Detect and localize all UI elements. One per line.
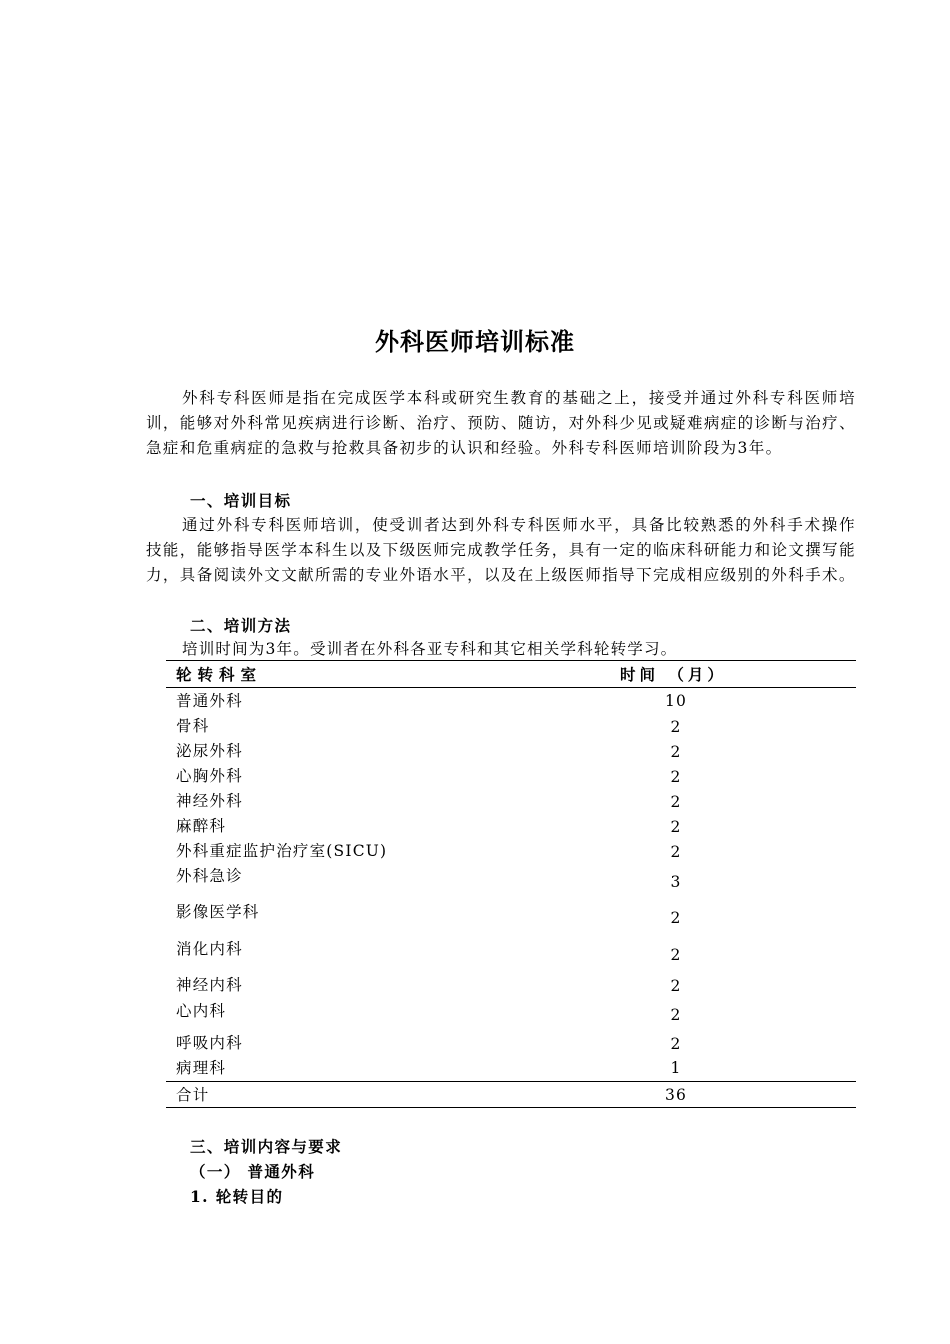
intro-paragraph: 外科专科医师是指在完成医学本科或研究生教育的基础之上，接受并通过外科专科医师培训，能够对外科常见疾病进行诊断、治疗、预防、随访，对外科少见或疑难病症的诊断与治疗、急症和危重病症的急救与抢救具备初步的认识和经验。外科专科医师培训阶段为3年。 <box>146 389 856 457</box>
table-row-months: 10 <box>664 692 688 710</box>
table-row-months: 2 <box>670 718 682 736</box>
table-row-months: 2 <box>670 1035 682 1053</box>
table-row-dept: 心胸外科 <box>176 767 243 785</box>
table-row-months: 2 <box>670 818 682 836</box>
table-row-dept: 麻醉科 <box>176 817 227 835</box>
table-row-months: 2 <box>670 743 682 761</box>
table-row-dept: 消化内科 <box>176 940 243 958</box>
section-3-heading: 三、培训内容与要求 <box>190 1137 343 1156</box>
table-row-dept: 影像医学科 <box>176 903 260 921</box>
section-1-heading: 一、培训目标 <box>190 491 292 510</box>
table-row-dept: 呼吸内科 <box>176 1034 243 1052</box>
section-2-text: 培训时间为3年。受训者在外科各亚专科和其它相关学科轮转学习。 <box>182 640 678 658</box>
table-row-months: 2 <box>670 909 682 927</box>
table-row-months: 2 <box>670 977 682 995</box>
table-row-dept: 外科重症监护治疗室(SICU) <box>176 842 388 860</box>
section-3-item: 1. 轮转目的 <box>190 1187 284 1206</box>
table-row-dept: 神经内科 <box>176 976 243 994</box>
table-row-dept: 骨科 <box>176 717 210 735</box>
table-bottom-rule <box>166 1107 856 1108</box>
table-row-dept: 外科急诊 <box>176 867 243 885</box>
table-total-value: 36 <box>664 1086 688 1104</box>
table-row-months: 1 <box>670 1059 682 1077</box>
table-row-months: 3 <box>670 873 682 891</box>
section-3-subheading: （一） 普通外科 <box>190 1162 316 1181</box>
table-row-dept: 普通外科 <box>176 692 243 710</box>
table-row-dept: 神经外科 <box>176 792 243 810</box>
table-row-months: 2 <box>670 793 682 811</box>
table-header-rule <box>166 687 856 688</box>
table-row-months: 2 <box>670 768 682 786</box>
table-row-months: 2 <box>670 946 682 964</box>
table-row-months: 2 <box>670 1006 682 1024</box>
table-top-rule <box>166 660 856 661</box>
table-row-dept: 心内科 <box>176 1002 227 1020</box>
table-header-months: 时间 （月） <box>620 665 727 684</box>
page-title: 外科医师培训标准 <box>375 328 575 356</box>
table-row-dept: 泌尿外科 <box>176 742 243 760</box>
table-header-dept: 轮转科室 <box>176 665 263 684</box>
table-row-dept: 病理科 <box>176 1059 227 1077</box>
table-total-label: 合计 <box>176 1086 210 1104</box>
section-2-heading: 二、培训方法 <box>190 616 292 635</box>
table-row-months: 2 <box>670 843 682 861</box>
table-total-rule <box>166 1081 856 1082</box>
section-1-paragraph: 通过外科专科医师培训，使受训者达到外科专科医师水平，具备比较熟悉的外科手术操作技能，能够指导医学本科生以及下级医师完成教学任务，具有一定的临床科研能力和论文撰写能力，具备阅读外文文献所需的专业外语水平，以及在上级医师指导下完成相应级别的外科手术。 <box>146 516 856 584</box>
